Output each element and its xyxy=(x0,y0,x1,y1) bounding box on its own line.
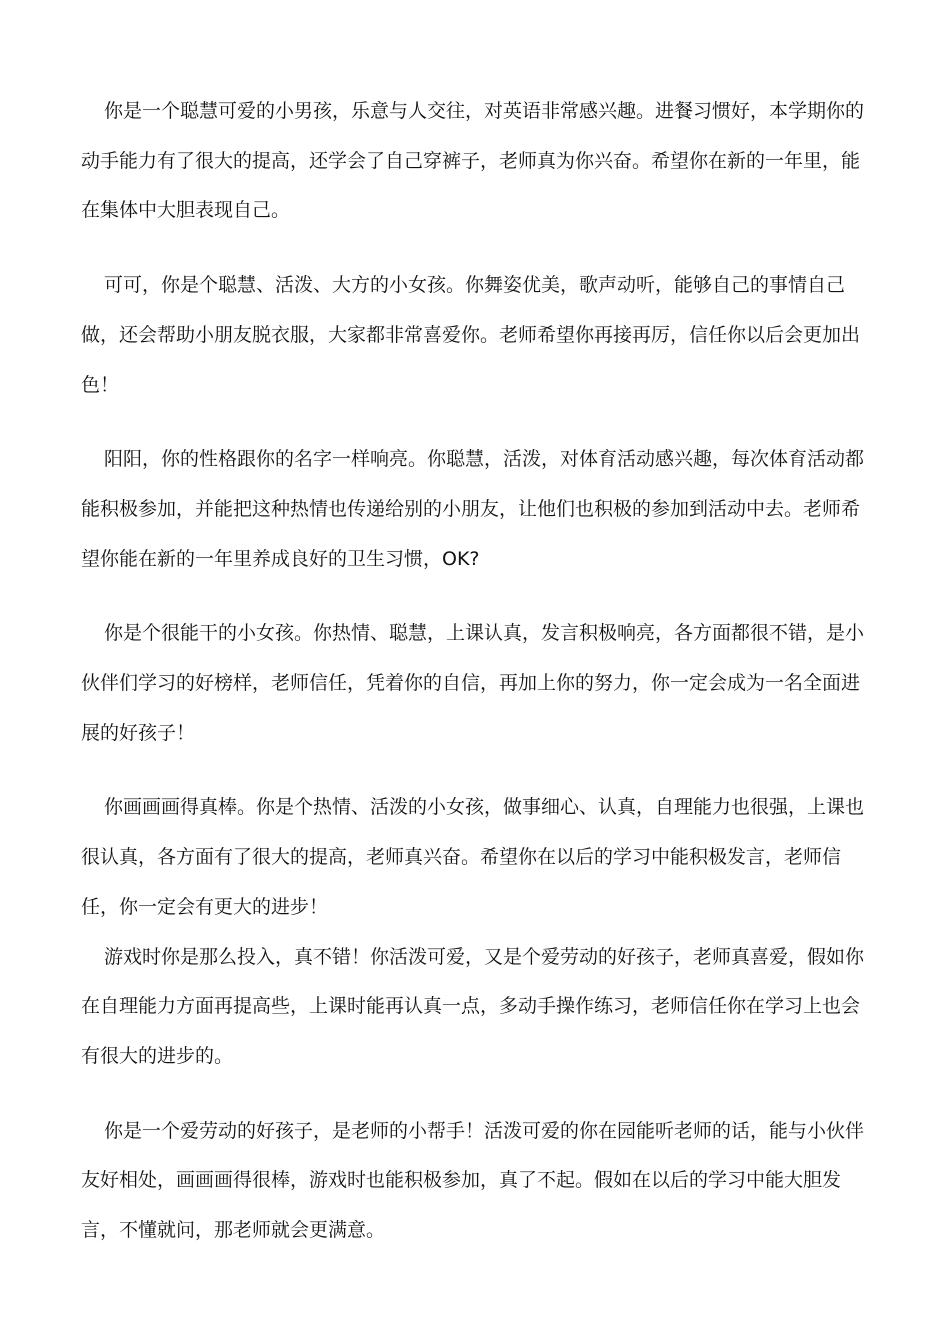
comment-paragraph-7: 你是一个爱劳动的好孩子，是老师的小帮手！活泼可爱的你在园能听老师的话，能与小伙伴友好相处，画画画得很棒，游戏时也能积极参加，真了不起。假如在以后的学习中能大胆发言，不懂就问，那老师就会更满意。 xyxy=(81,1119,865,1242)
comment-paragraph-1: 你是一个聪慧可爱的小男孩，乐意与人交往，对英语非常感兴趣。进餐习惯好，本学期你的动手能力有了很大的提高，还学会了自己穿裤子，老师真为你兴奋。希望你在新的一年里，能在集体中大胆表现自己。 xyxy=(81,100,865,222)
comment-paragraph-3: 阳阳，你的性格跟你的名字一样响亮。你聪慧，活泼，对体育活动感兴趣，每次体育活动都能积极参加，并能把这种热情也传递给别的小朋友，让他们也积极的参加到活动中去。老师希望你能在新的一年里养成良好的卫生习惯，OK? xyxy=(81,448,865,570)
comment-paragraph-6: 游戏时你是那么投入，真不错！你活泼可爱，又是个爱劳动的好孩子，老师真喜爱，假如你在自理能力方面再提高些，上课时能再认真一点，多动手操作练习，老师信任你在学习上也会有很大的进步的。 xyxy=(81,945,865,1067)
comment-paragraph-4: 你是个很能干的小女孩。你热情、聪慧，上课认真，发言积极响亮，各方面都很不错，是小伙伴们学习的好榜样，老师信任，凭着你的自信，再加上你的努力，你一定会成为一名全面进展的好孩子！ xyxy=(81,622,865,744)
comment-paragraph-2: 可可，你是个聪慧、活泼、大方的小女孩。你舞姿优美，歌声动听，能够自己的事情自己做，还会帮助小朋友脱衣服，大家都非常喜爱你。老师希望你再接再厉，信任你以后会更加出色！ xyxy=(81,274,861,396)
comment-paragraph-5: 你画画画得真棒。你是个热情、活泼的小女孩，做事细心、认真，自理能力也很强，上课也很认真，各方面有了很大的提高，老师真兴奋。希望你在以后的学习中能积极发言，老师信任，你一定会有更大的进步！ xyxy=(81,796,865,918)
document-body xyxy=(81,87,869,1256)
